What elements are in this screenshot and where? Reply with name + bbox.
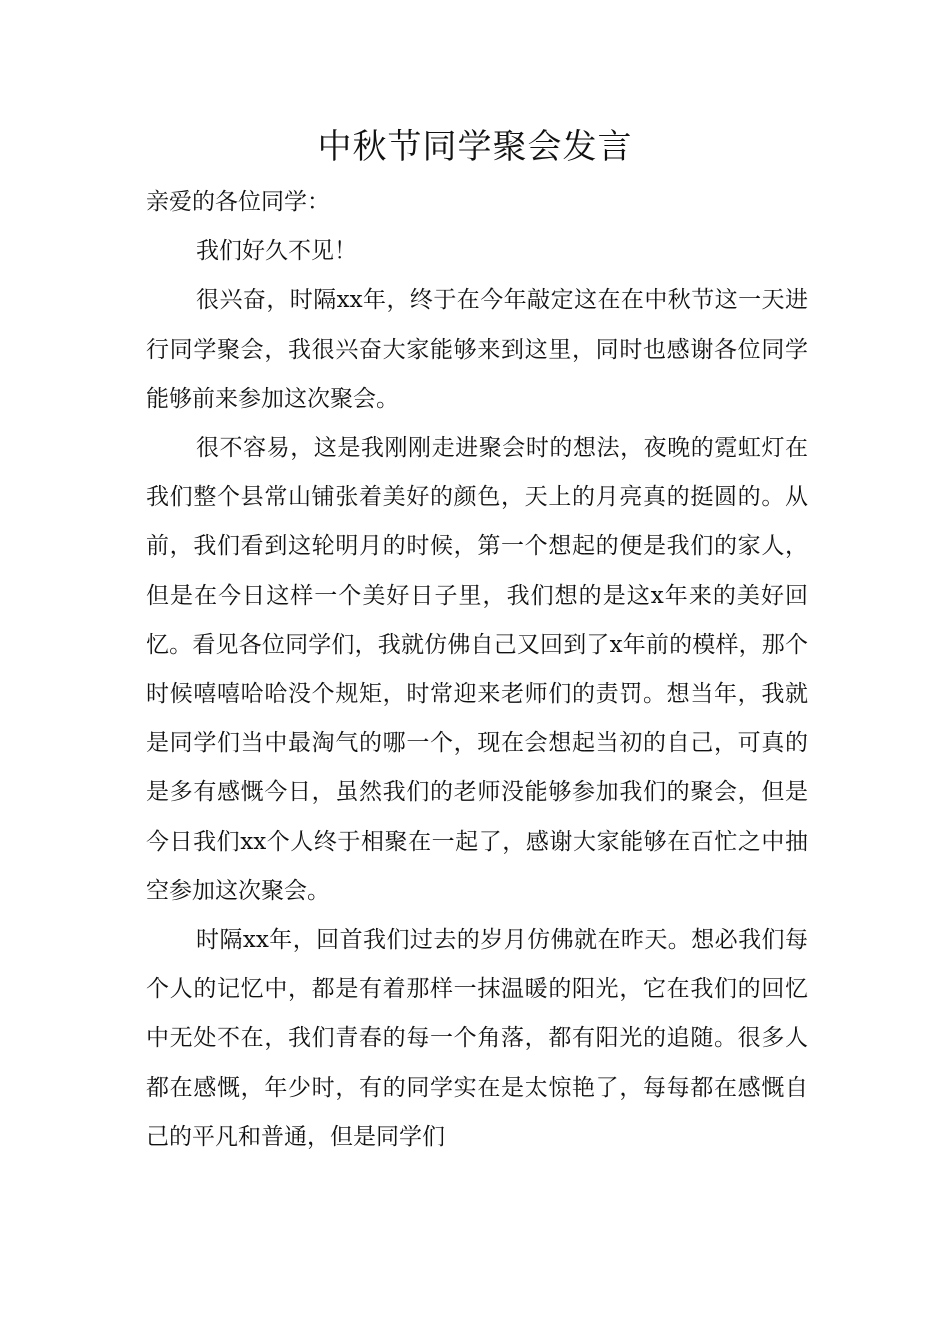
document-body [146,178,808,1162]
paragraph-4: 时隔xx年，回首我们过去的岁月仿佛就在昨天。想必我们每个人的记忆中，都是有着那样一抹温暖的阳光，它在我们的回忆中无处不在，我们青春的每一个角落，都有阳光的追随。很多人都在感慨，年少时，有的同学实在是太惊艳了，每每都在感慨自己的平凡和普通，但是同学们 [146,927,808,1150]
paragraph-3: 很不容易，这是我刚刚走进聚会时的想法，夜晚的霓虹灯在我们整个县常山铺张着美好的颜色，天上的月亮真的挺圆的。从前，我们看到这轮明月的时候，第一个想起的便是我们的家人，但是在今日这样一个美好日子里，我们想的是这x年来的美好回忆。看见各位同学们，我就仿佛自己又回到了x年前的模样，那个时候嘻嘻哈哈没个规矩，时常迎来老师们的责罚。想当年，我就是同学们当中最淘气的哪一个，现在会想起当初的自己，可真的是多有感慨今日，虽然我们的老师没能够参加我们的聚会，但是今日我们xx个人终于相聚在一起了，感谢大家能够在百忙之中抽空参加这次聚会。 [146,435,808,904]
paragraph-1: 我们好久不见！ [196,238,357,265]
document-title: 中秋节同学聚会发言 [317,127,633,167]
paragraph-2: 很兴奋，时隔xx年，终于在今年敲定这在在中秋节这一天进行同学聚会，我很兴奋大家能够来到这里，同时也感谢各位同学能够前来参加这次聚会。 [146,287,808,412]
salutation: 亲爱的各位同学： [146,189,330,215]
